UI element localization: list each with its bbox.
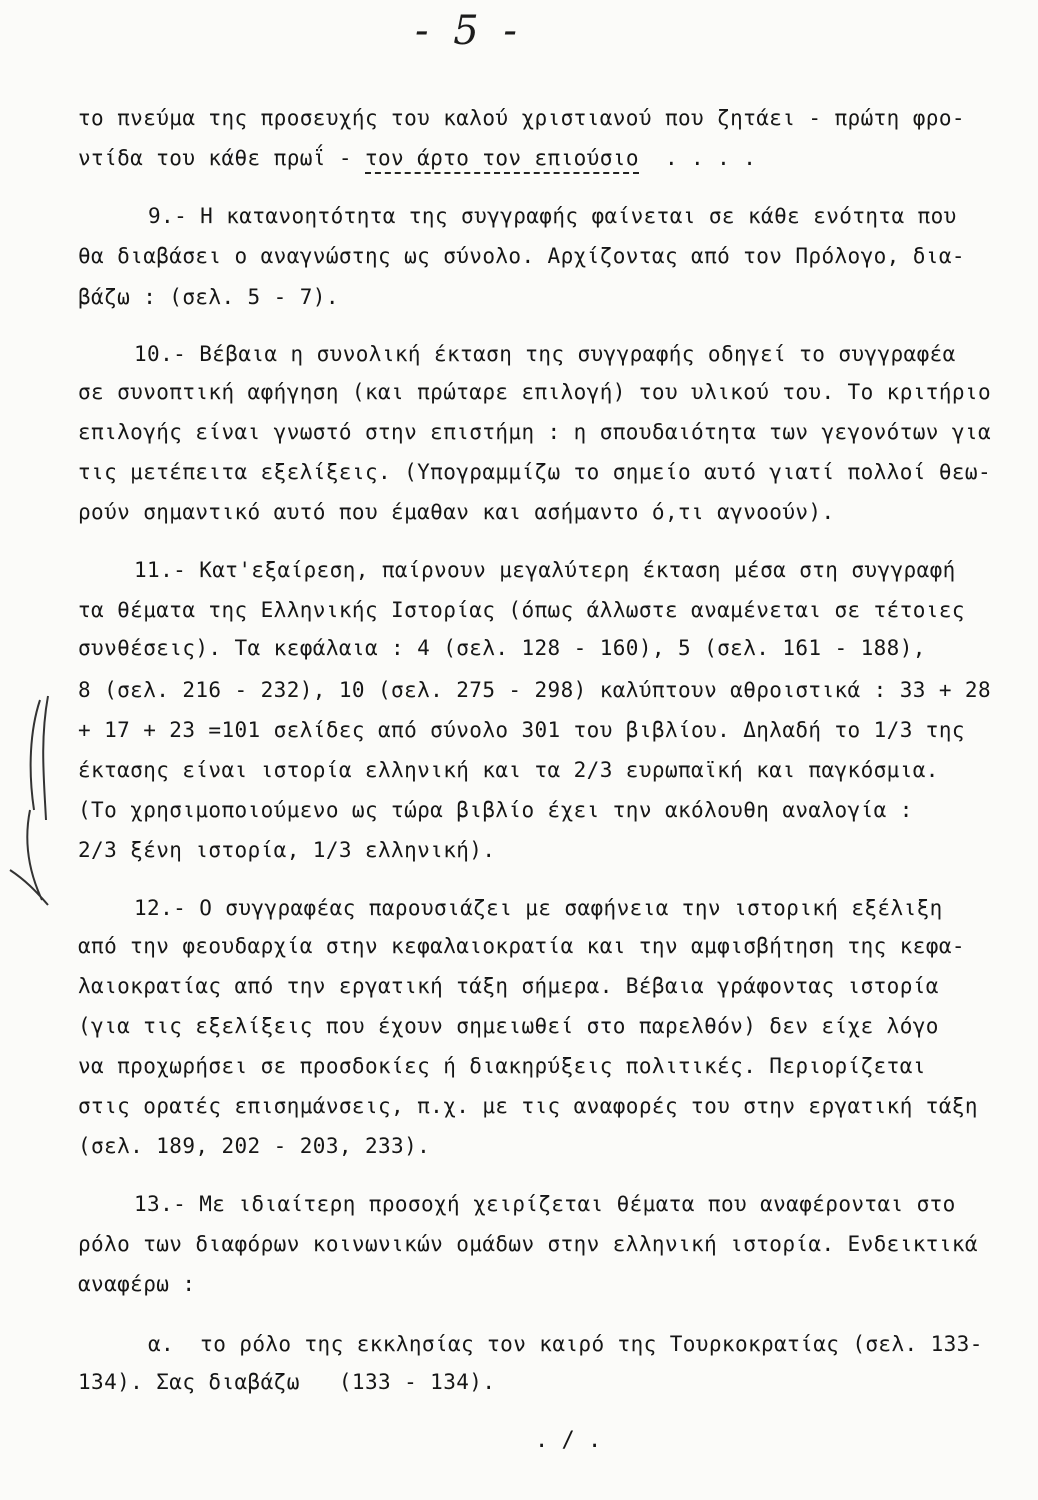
text-line: επιλογής είναι γνωστό στην επιστήμη : η σπουδαιότητα των γεγονότων για	[78, 420, 992, 444]
continuation-mark: . / .	[535, 1428, 602, 1453]
page-number: - 5 -	[415, 8, 523, 54]
text-line: (Το χρησιμοποιούμενο ως τώρα βιβλίο έχει την ακόλουθη αναλογία :	[78, 798, 913, 822]
text-line: ρόλο των διαφόρων κοινωνικών ομάδων στην ελληνική ιστορία. Ενδεικτικά	[78, 1232, 978, 1256]
text-line: συνθέσεις). Τα κεφάλαια : 4 (σελ. 128 - 160), 5 (σελ. 161 - 188),	[78, 636, 926, 660]
paragraph-9-line: 9.- Η κατανοητότητα της συγγραφής φαίνεται σε κάθε ενότητα που	[148, 204, 957, 228]
underlined-phrase: τον άρτο τον επιούσιο	[365, 146, 639, 174]
ellipsis: . . . .	[638, 146, 757, 170]
text-line: 134). Σας διαβάζω (133 - 134).	[78, 1370, 496, 1394]
text-line: βάζω : (σελ. 5 - 7).	[78, 285, 339, 309]
text-line: το πνεύμα της προσευχής του καλού χριστιανού που ζητάει - πρώτη φρο-	[78, 106, 965, 130]
handwritten-margin-mark	[0, 690, 60, 920]
text-line: (σελ. 189, 202 - 203, 233).	[78, 1134, 431, 1158]
text-line: + 17 + 23 =101 σελίδες από σύνολο 301 του βιβλίου. Δηλαδή το 1/3 της	[78, 718, 965, 742]
text-line: 2/3 ξένη ιστορία, 1/3 ελληνική).	[78, 838, 496, 862]
text-line: τα θέματα της Ελληνικής Ιστορίας (όπως άλλωστε αναμένεται σε τέτοιες	[78, 598, 965, 622]
text-line: θα διαβάσει ο αναγνώστης ως σύνολο. Αρχίζοντας από τον Πρόλογο, δια-	[78, 244, 965, 268]
text-line: αναφέρω :	[78, 1272, 196, 1296]
text-line: ρούν σημαντικό αυτό που έμαθαν και ασήμαντο ό,τι αγνοούν).	[78, 500, 835, 524]
text-line: σε συνοπτική αφήγηση (και πρώταρε επιλογή) του υλικού του. Το κριτήριο	[78, 380, 992, 404]
text-line: 8 (σελ. 216 - 232), 10 (σελ. 275 - 298) καλύπτουν αθροιστικά : 33 + 28	[78, 678, 992, 702]
text-line: στις ορατές επισημάνσεις, π.χ. με τις αναφορές του στην εργατική τάξη	[78, 1094, 978, 1118]
paragraph-12-line: 12.- Ο συγγραφέας παρουσιάζει με σαφήνεια την ιστορική εξέλιξη	[134, 896, 943, 920]
text-line: από την φεουδαρχία στην κεφαλαιοκρατία και την αμφισβήτηση της κεφα-	[78, 934, 965, 958]
text-line: τις μετέπειτα εξελίξεις. (Υπογραμμίζω το σημείο αυτό γιατί πολλοί θεω-	[78, 460, 992, 484]
text-line: λαιοκρατίας από την εργατική τάξη σήμερα. Βέβαια γράφοντας ιστορία	[78, 974, 939, 998]
paragraph-11-line: 11.- Κατ'εξαίρεση, παίρνουν μεγαλύτερη έκταση μέσα στη συγγραφή	[134, 558, 956, 582]
paragraph-13-line: 13.- Με ιδιαίτερη προσοχή χειρίζεται θέματα που αναφέρονται στο	[134, 1192, 956, 1216]
text-line: να προχωρήσει σε προσδοκίες ή διακηρύξεις πολιτικές. Περιορίζεται	[78, 1054, 926, 1078]
list-item-a: α. το ρόλο της εκκλησίας τον καιρό της Τουρκοκρατίας (σελ. 133-	[148, 1332, 983, 1356]
text-line: έκτασης είναι ιστορία ελληνική και τα 2/3 ευρωπαϊκή και παγκόσμια.	[78, 758, 939, 782]
paragraph-10-line: 10.- Βέβαια η συνολική έκταση της συγγραφής οδηγεί το συγγραφέα	[134, 342, 956, 366]
text-fragment: ντίδα του κάθε πρωΐ -	[78, 146, 365, 170]
text-line	[78, 144, 756, 172]
text-line: (για τις εξελίξεις που έχουν σημειωθεί στο παρελθόν) δεν είχε λόγο	[78, 1014, 939, 1038]
